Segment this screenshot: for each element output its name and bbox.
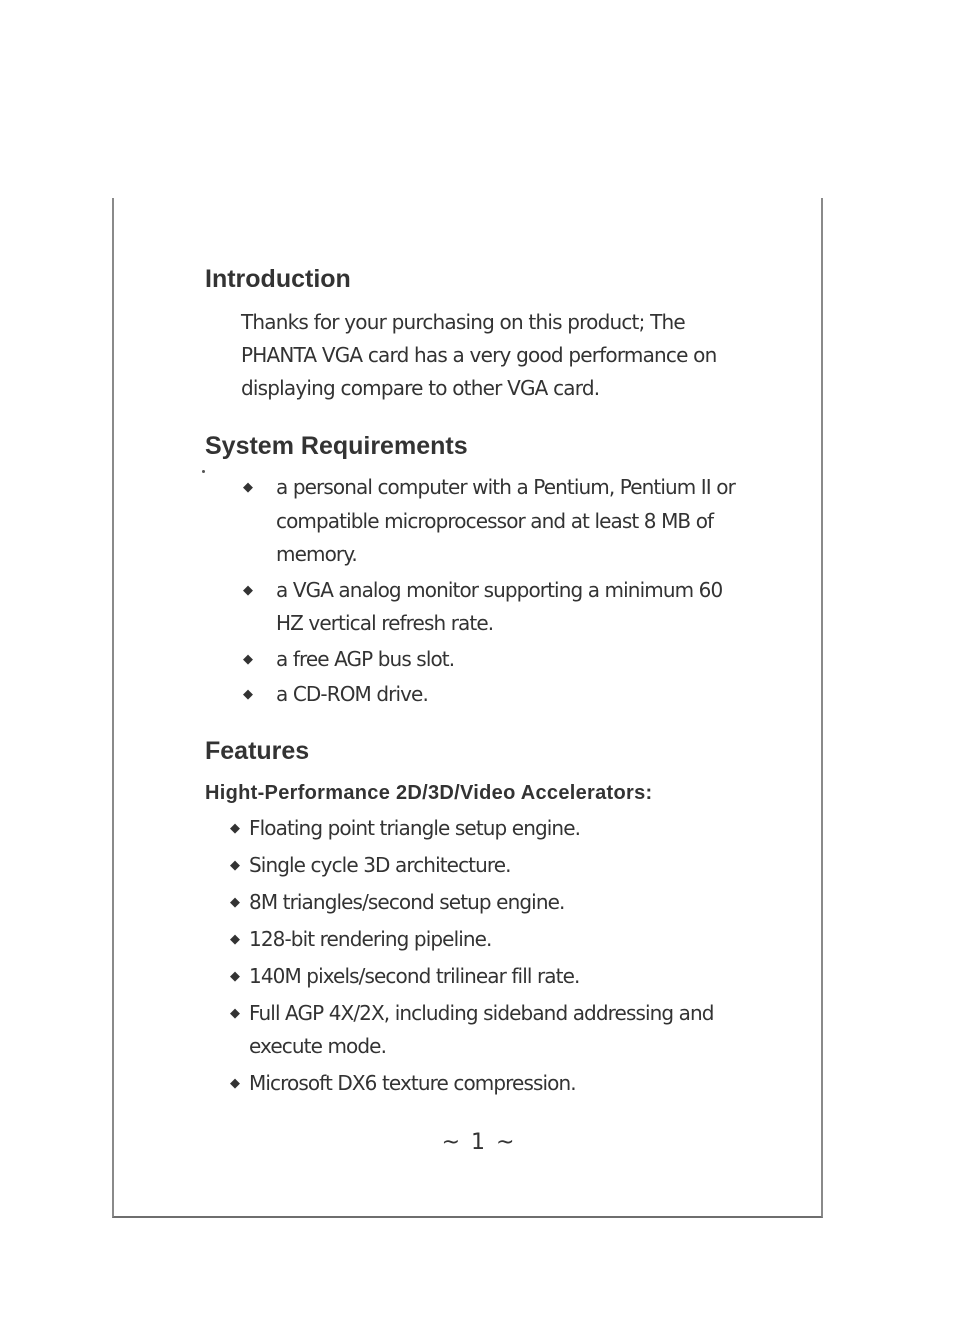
list-item-text: a VGA analog monitor supporting a minimum 60 HZ vertical refresh rate.: [276, 577, 723, 635]
system-requirements-heading: System Requirements: [205, 432, 468, 460]
page-number: ~ 1 ~: [441, 1130, 517, 1155]
list-item-text: a CD-ROM drive.: [276, 682, 428, 706]
list-item: [205, 812, 745, 846]
list-item: [205, 923, 745, 957]
diamond-bullet-icon: ◆: [243, 480, 253, 495]
list-item-text: a free AGP bus slot.: [276, 646, 455, 671]
diamond-bullet-icon: ◆: [230, 820, 240, 836]
features-heading: Features: [205, 736, 310, 765]
list-item-text: 140M pixels/second trilinear fill rate.: [249, 963, 580, 988]
list-item: [205, 574, 745, 641]
diamond-bullet-icon: ◆: [243, 651, 253, 667]
features-subheading: Hight-Performance 2D/3D/Video Accelerators:: [205, 781, 653, 804]
diamond-bullet-icon: ◆: [230, 1076, 240, 1091]
document-content: [205, 262, 745, 1104]
list-item: [205, 471, 745, 572]
list-item: [205, 643, 745, 677]
diamond-bullet-icon: ◆: [230, 931, 240, 947]
diamond-bullet-icon: ◆: [230, 894, 240, 910]
list-item: [205, 849, 745, 883]
list-item: [205, 886, 745, 920]
list-item-text: Single cycle 3D architecture.: [249, 852, 511, 877]
system-requirements-list: [205, 471, 745, 712]
diamond-bullet-icon: ◆: [230, 1005, 240, 1021]
introduction-heading: Introduction: [205, 265, 351, 293]
list-item-text: a personal computer with a Pentium, Pentium II or compatible microprocessor and at least 8 MB of memory.: [276, 475, 735, 566]
list-item: [205, 960, 745, 994]
list-item-text: 128-bit rendering pipeline.: [249, 926, 492, 951]
introduction-paragraph: Thanks for your purchasing on this product; The PHANTA VGA card has a very good performance on displaying compare to other VGA card.: [241, 310, 717, 400]
list-item: [205, 1067, 745, 1101]
diamond-bullet-icon: ◆: [243, 687, 253, 702]
list-item: [205, 997, 745, 1064]
diamond-bullet-icon: ◆: [230, 968, 240, 984]
diamond-bullet-icon: ◆: [243, 582, 253, 598]
diamond-bullet-icon: ◆: [230, 857, 240, 873]
list-item-text: Floating point triangle setup engine.: [249, 815, 581, 840]
list-item-text: Full AGP 4X/2X, including sideband addressing and execute mode.: [249, 1000, 714, 1058]
list-item: [205, 678, 745, 712]
features-list: [205, 812, 745, 1101]
list-item-text: 8M triangles/second setup engine.: [249, 889, 565, 914]
list-item-text: Microsoft DX6 texture compression.: [249, 1071, 576, 1095]
